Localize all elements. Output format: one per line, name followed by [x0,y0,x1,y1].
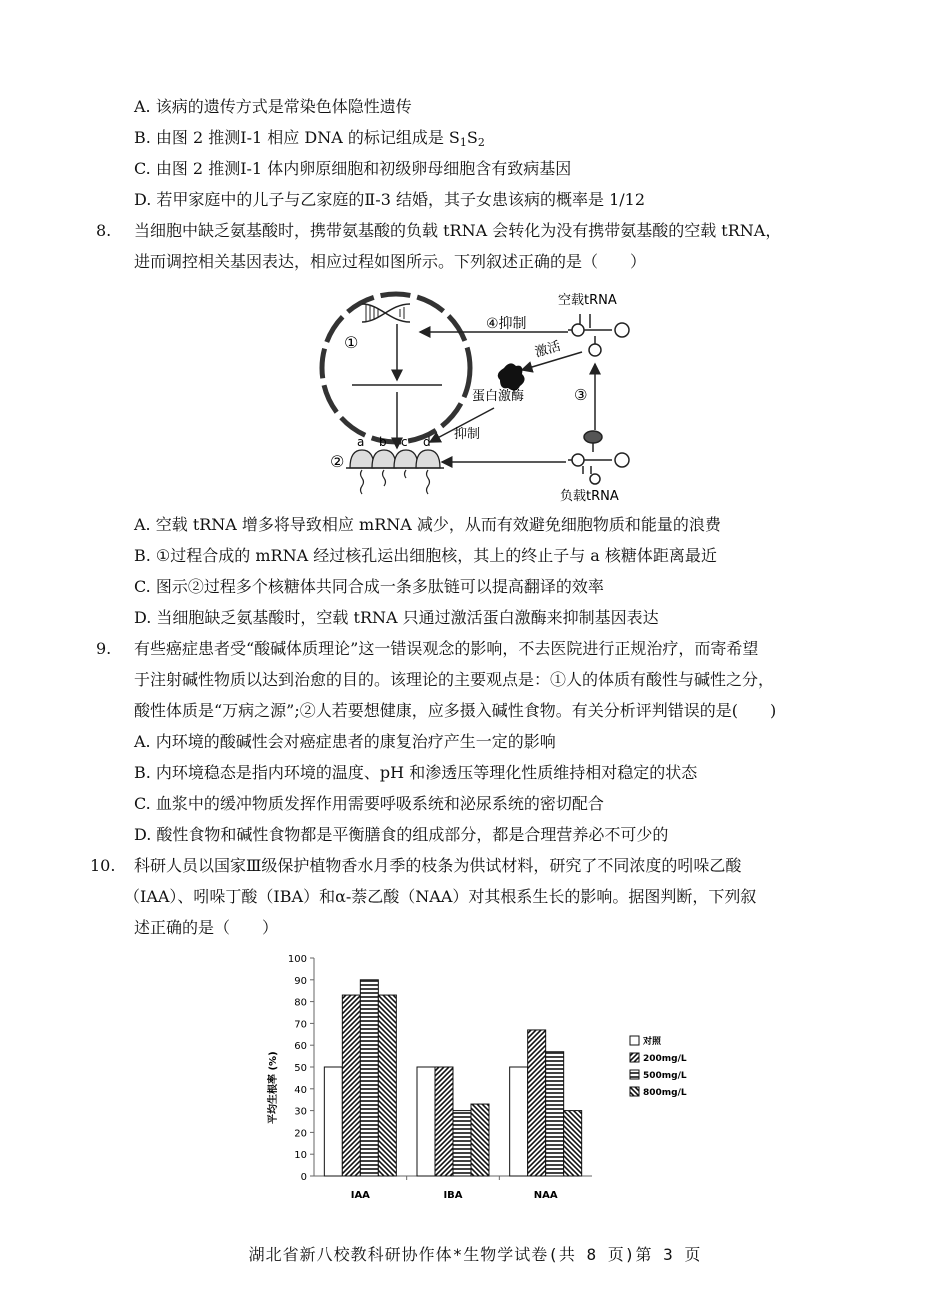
loaded-trna-icon [568,431,629,484]
chart-bar [510,1067,528,1176]
process-2-label: ② [330,452,345,471]
q10-stem-line3: 述正确的是（ ） [134,918,279,937]
chart-legend-swatch [630,1036,639,1045]
chart-bar [417,1067,435,1176]
activate-label: 激活 [533,339,563,361]
q9-option-a: A. 内环境的酸碱性会对癌症患者的康复治疗产生一定的影响 [134,732,556,751]
chart-y-tick-label: 20 [294,1128,307,1140]
q8-stem-line1: 当细胞中缺乏氨基酸时，携带氨基酸的负载 tRNA 会转化为没有携带氨基酸的空载 tRNA， [134,221,782,240]
process-3-label: ③ [574,386,588,404]
q7-option-d: D. 若甲家庭中的儿子与乙家庭的Ⅱ-3 结婚，其子女患该病的概率是 1/12 [134,190,645,209]
ribosome-c [394,450,418,468]
protein-kinase-icon [498,363,525,390]
inhibit-4-label: ④抑制 [486,316,527,332]
ribosome-a [350,450,374,468]
q10-stem-line2: （IAA）、吲哚丁酸（IBA）和α-萘乙酸（NAA）对其根系生长的影响。据图判断，下列叙 [124,887,757,906]
q8-option-c: C. 图示②过程多个核糖体共同合成一条多肽链可以提高翻译的效率 [134,577,604,596]
chart-bar [435,1067,453,1176]
ribosome-label-b: b [379,435,387,449]
ribosome-label-d: d [423,435,431,449]
page-footer: 湖北省新八校教科研协作体*生物学试卷(共 8 页)第 3 页 [248,1245,702,1264]
ribosome-label-c: c [401,435,408,449]
rooting-rate-bar-chart [262,944,702,1206]
q8-option-a: A. 空载 tRNA 增多将导致相应 mRNA 减少，从而有效避免细胞物质和能量的浪费 [134,515,721,534]
process-1-label: ① [344,333,359,352]
ribosome-d [416,450,440,468]
chart-legend-swatch [630,1087,639,1096]
chart-bar [378,995,396,1176]
chart-bar [342,995,360,1176]
chart-y-tick-label: 100 [287,954,307,965]
chart-legend-swatch [630,1070,639,1079]
chart-y-tick-label: 10 [294,1150,307,1162]
q9-number: 9. [96,639,112,658]
chart-y-tick-label: 70 [294,1019,307,1031]
chart-y-tick-label: 30 [294,1106,307,1118]
chart-category-label: NAA [533,1190,558,1201]
inhibit-label: 抑制 [454,427,481,442]
chart-legend-label: 200mg/L [643,1054,687,1064]
chart-y-tick-label: 90 [294,975,307,987]
q8-stem-line2: 进而调控相关基因表达，相应过程如图所示。下列叙述正确的是（ ） [134,252,647,271]
chart-bar [528,1030,546,1176]
q8-option-b: B. ①过程合成的 mRNA 经过核孔运出细胞核，其上的终止子与 a 核糖体距离最近 [134,546,717,565]
loaded-trna-label: 负载tRNA [560,489,619,504]
chart-legend-swatch [630,1053,639,1062]
q9-option-d: D. 酸性食物和碱性食物都是平衡膳食的组成部分，都是合理营养必不可少的 [134,825,669,844]
chart-y-tick-label: 40 [294,1084,307,1096]
kinase-label: 蛋白激酶 [472,389,525,404]
chart-y-tick-label: 50 [294,1063,307,1074]
chart-bar [360,980,378,1176]
q10-stem-line1: 科研人员以国家Ⅲ级保护植物香水月季的枝条为供试材料，研究了不同浓度的吲哚乙酸 [134,856,742,875]
chart-y-tick-label: 80 [294,997,307,1009]
q8-number: 8. [96,221,112,240]
chart-category-label: IBA [443,1190,463,1201]
chart-bar [453,1111,471,1176]
gene-expression-diagram [300,282,660,507]
chart-bar [324,1067,342,1176]
q9-option-c: C. 血浆中的缓冲物质发挥作用需要呼吸系统和泌尿系统的密切配合 [134,794,604,813]
q8-option-d: D. 当细胞缺乏氨基酸时，空载 tRNA 只通过激活蛋白激酶来抑制基因表达 [134,608,659,627]
ribosomes [350,450,440,468]
empty-trna-label: 空载tRNA [558,293,617,308]
chart-legend-label: 800mg/L [643,1088,687,1098]
nucleus-membrane [322,294,470,442]
q9-stem-line3: 酸性体质是“万病之源”;②人若要想健康，应多摄入碱性食物。有关分析评判错误的是( ) [134,701,777,720]
chart-y-tick-label: 0 [300,1172,307,1183]
chart-legend-label: 对照 [643,1037,662,1047]
q9-stem-line2: 于注射碱性物质以达到治愈的目的。该理论的主要观点是：①人的体质有酸性与碱性之分， [134,670,775,689]
chart-y-axis-label: 平均生根率 (%) [268,1051,279,1124]
chart-y-tick-label: 60 [294,1041,307,1053]
empty-trna-icon [568,314,629,356]
chart-legend-label: 500mg/L [643,1071,687,1081]
chart-bar [471,1104,489,1176]
ribosome-b [372,450,396,468]
ribosome-label-a: a [357,435,365,449]
polypeptide-chains [361,470,430,494]
q7-option-c: C. 由图 2 推测Ⅰ-1 体内卵原细胞和初级卵母细胞含有致病基因 [134,159,572,178]
q9-option-b: B. 内环境稳态是指内环境的温度、pH 和渗透压等理化性质维持相对稳定的状态 [134,763,698,782]
dna-helix-icon [362,304,410,322]
q10-number: 10. [90,856,116,875]
chart-bar [546,1052,564,1176]
q9-stem-line1: 有些癌症患者受“酸碱体质理论”这一错误观念的影响，不去医院进行正规治疗，而寄希望 [134,639,759,658]
chart-category-label: IAA [350,1190,370,1201]
chart-bar [564,1111,582,1176]
q7-option-b: B. 由图 2 推测Ⅰ-1 相应 DNA 的标记组成是 $S_1S_2$ [134,128,485,149]
q7-option-a: A. 该病的遗传方式是常染色体隐性遗传 [134,97,412,116]
